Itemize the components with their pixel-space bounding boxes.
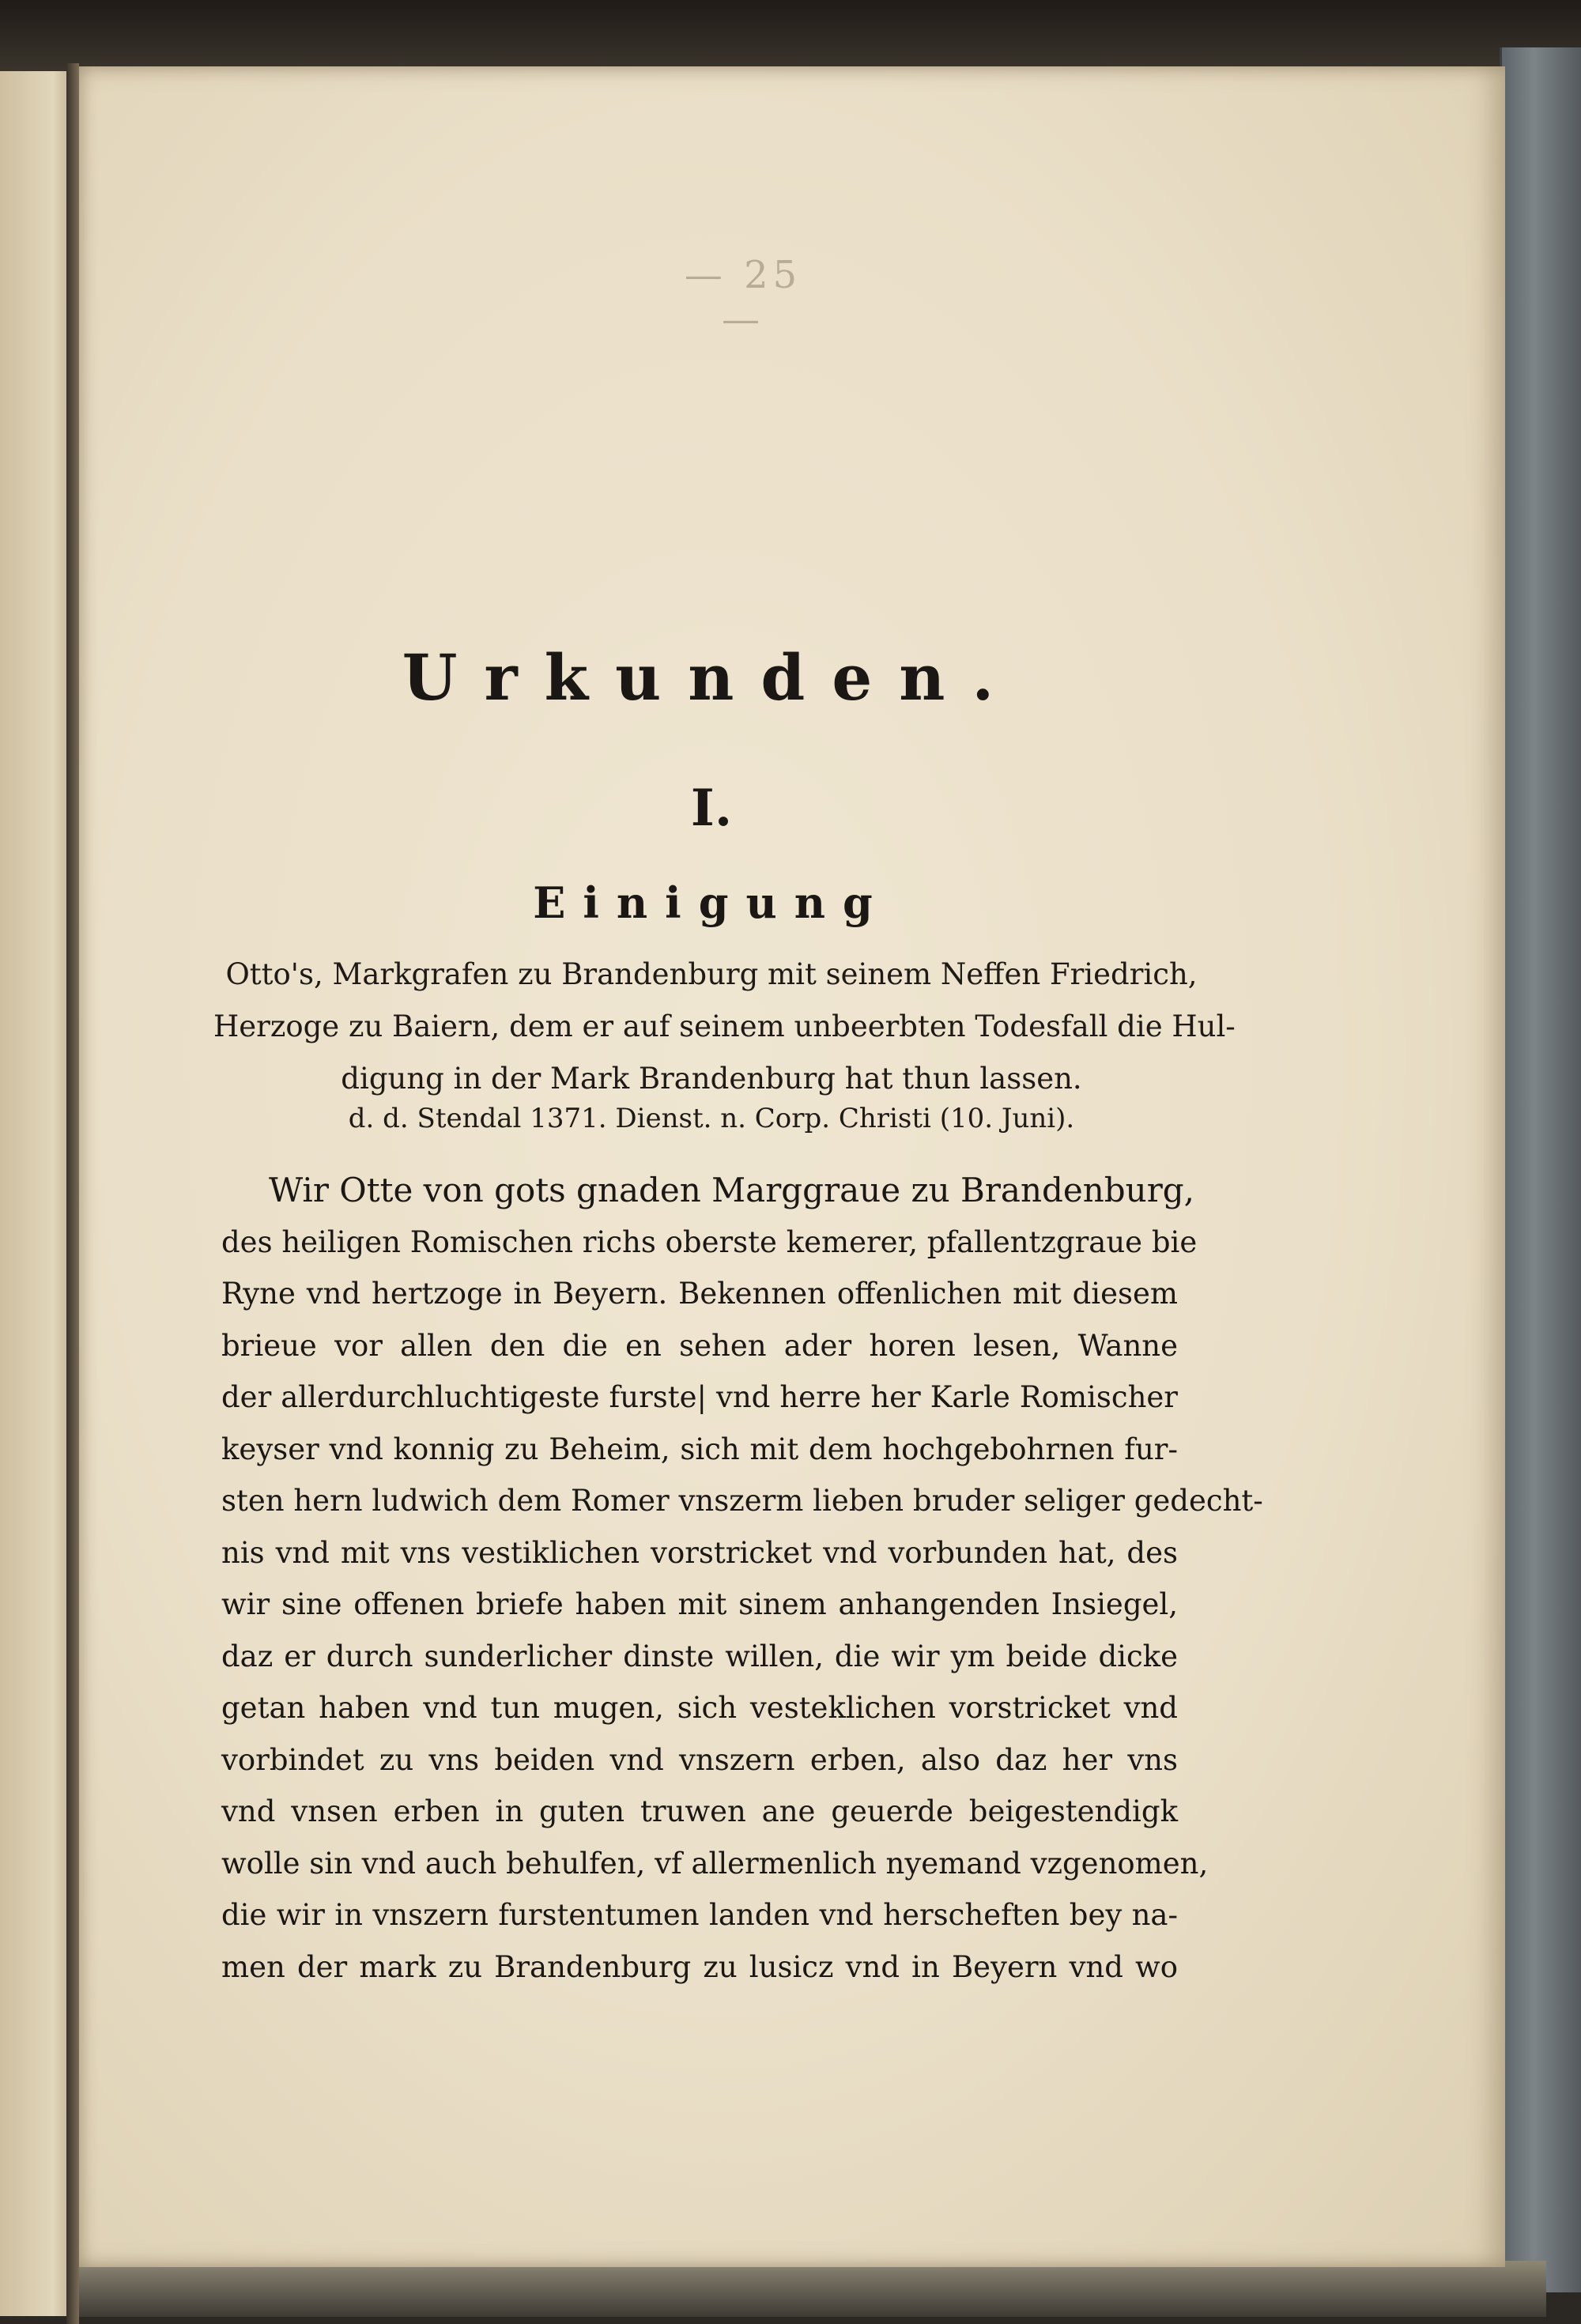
body-line: men der mark zu Brandenburg zu lusicz vnd in Beyern vnd wo (221, 1949, 1178, 1984)
book-cover-edge (1500, 47, 1581, 2292)
description-line: Herzoge zu Baiern, dem er auf seinem unbeerbten Todesfall die Hul- (213, 1009, 1236, 1043)
body-line: wolle sin vnd auch behulfen, vf allermenlich nyemand vzgenomen, (221, 1846, 1209, 1881)
section-heading: Urkunden. (402, 640, 1021, 715)
description-line: Otto's, Markgrafen zu Brandenburg mit seinem Neffen Friedrich, (225, 957, 1198, 991)
description-line: digung in der Mark Brandenburg hat thun lassen. (341, 1062, 1082, 1096)
body-line: vorbindet zu vns beiden vnd vnszern erben, also daz her vns (221, 1742, 1178, 1777)
body-line: Ryne vnd hertzoge in Beyern. Bekennen offenlichen mit diesem (221, 1277, 1178, 1311)
body-line: des heiligen Romischen richs oberste kemerer, pfallentzgraue bie (221, 1224, 1198, 1259)
body-line: der allerdurchluchtigeste furste| vnd herre her Karle Romischer (221, 1380, 1178, 1414)
document-description (213, 949, 1236, 1105)
scan-cover-bottom (76, 2261, 1546, 2317)
body-line: wir sine offenen briefe haben mit sinem anhangenden Insiegel, (221, 1587, 1178, 1621)
body-line: nis vnd mit vns vestiklichen vorstricket vnd vorbunden hat, des (221, 1535, 1178, 1570)
body-line: die wir in vnszern furstentumen landen vnd herscheften bey na- (221, 1898, 1178, 1932)
document-date: d. d. Stendal 1371. Dienst. n. Corp. Christi (10. Juni). (348, 1103, 1075, 1134)
body-line: getan haben vnd tun mugen, sich vesteklichen vorstricket vnd (221, 1691, 1178, 1725)
body-line: daz er durch sunderlicher dinste willen, die wir ym beide dicke (221, 1639, 1178, 1673)
document-body (221, 1164, 1263, 1993)
left-page-edge (0, 71, 76, 2316)
body-line: sten hern ludwich dem Romer vnszerm lieben bruder seliger gedecht- (221, 1484, 1263, 1518)
page-number: — 25 — (684, 253, 802, 341)
bleed-through-texture (221, 340, 1209, 395)
document-number: I. (690, 779, 733, 838)
body-line: Wir Otte von gots gnaden Marggraue zu Brandenburg, (269, 1171, 1195, 1209)
body-line: keyser vnd konnig zu Beheim, sich mit dem hochgebohrnen fur- (221, 1432, 1178, 1466)
body-line: vnd vnsen erben in guten truwen ane geuerde beigestendigk (221, 1794, 1178, 1828)
body-line: brieue vor allen den die en sehen ader horen lesen, Wanne (221, 1328, 1178, 1363)
scan-cover-top (0, 0, 1581, 71)
document-title: Einigung (533, 877, 890, 928)
book-gutter (66, 63, 79, 2324)
